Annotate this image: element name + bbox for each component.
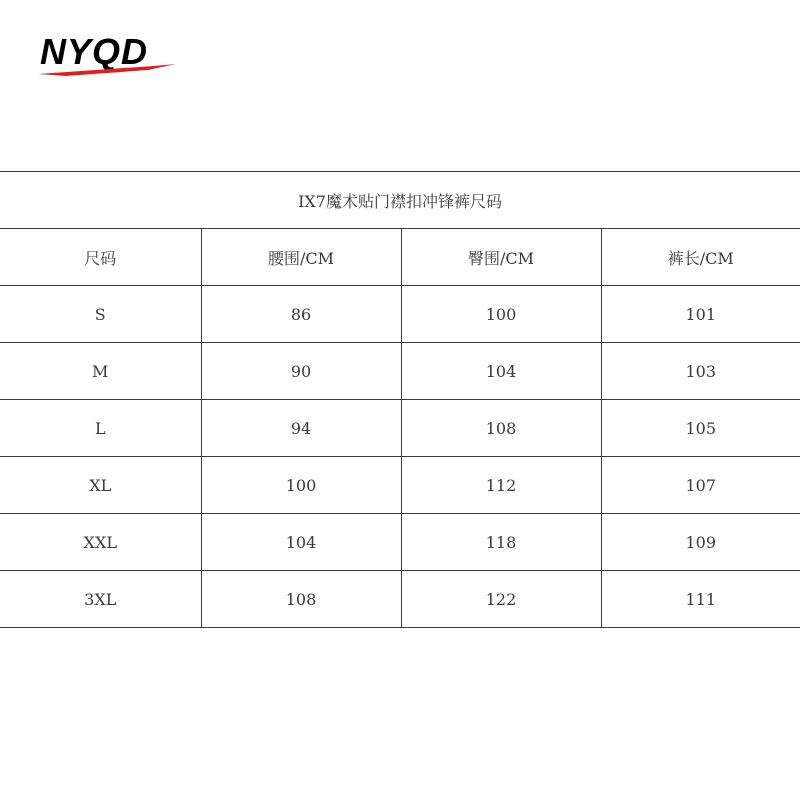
brand-logo-text: NYQD [40,31,149,72]
table-title-row [0,172,800,229]
table-cell: 101 [601,286,800,343]
table-row [0,400,800,457]
table-cell: 108 [201,571,401,628]
table-cell: S [0,286,201,343]
table-cell: 90 [201,343,401,400]
header-cell-waist: 腰围/CM [201,229,401,286]
table-cell: 94 [201,400,401,457]
table-cell: XXL [0,514,201,571]
table-cell: 111 [601,571,800,628]
table-cell: 112 [401,457,601,514]
table-cell: L [0,400,201,457]
table-cell: XL [0,457,201,514]
table-cell: 100 [401,286,601,343]
table-cell: M [0,343,201,400]
table-row [0,286,800,343]
brand-logo-graphic [36,30,181,82]
table-cell: 118 [401,514,601,571]
table-row [0,457,800,514]
table-cell: 86 [201,286,401,343]
table-cell: 3XL [0,571,201,628]
brand-logo [36,30,181,82]
table-cell: 104 [401,343,601,400]
table-row [0,571,800,628]
table-header-row [0,229,800,286]
table-row [0,514,800,571]
table-cell: 105 [601,400,800,457]
table-cell: 108 [401,400,601,457]
header-cell-length: 裤长/CM [601,229,800,286]
table-cell: 109 [601,514,800,571]
table-row [0,343,800,400]
header-cell-size: 尺码 [0,229,201,286]
table-cell: 107 [601,457,800,514]
size-chart-table [0,171,800,628]
table-cell: 100 [201,457,401,514]
table-title: IX7魔术贴门襟扣冲锋裤尺码 [0,172,800,229]
header-cell-hip: 臀围/CM [401,229,601,286]
table-cell: 122 [401,571,601,628]
table-cell: 103 [601,343,800,400]
table-cell: 104 [201,514,401,571]
